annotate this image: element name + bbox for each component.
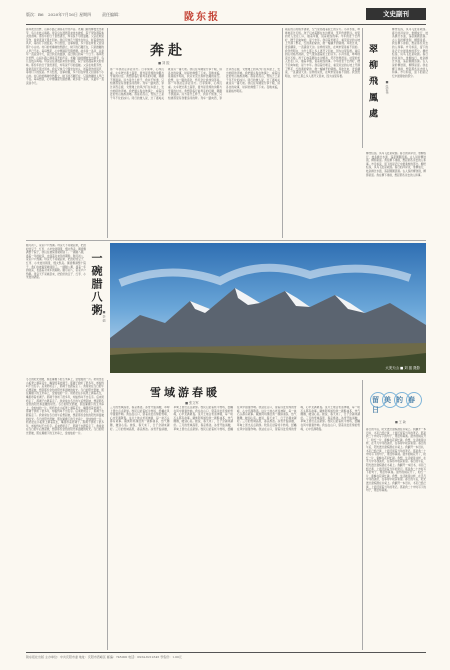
top-center-text: 那一年我决定奔赴远方。行李简单，心却沉重。火车驶过黄土高原，窗外是连绵的沟壑与零星的村庄。我想起临行前母亲的叮嘱，眼眶不禁湿润。远方是什么样子，我并不知道，只知道那里有我要追寻的梦。列车一路向西，穿过河西走廊，戈壁滩上的风沙打在车窗上，发出细碎的声响。我把额头贴在玻璃上，看着远处的雪山渐渐清晰。那是祁连山，雪线之上是千年不化的冰川。同行的旅人说，过了嘉峪关就是另一番天地。我们在车厢里分享干粮，讲各自的故事，时间仿佛慢了下来。夜晚来临，星星格外明亮，我从未见过那样浩瀚的星空。我想，这一路的奔赴，终究会让我找到答案。那一年我决定奔赴远方。行李简单，心却沉重。火车驶过黄土高原，窗外是连绵的沟壑与零星的村庄。我想起临行前母亲的叮嘱，眼眶不禁湿润。远方是什么样子，我并不知道，只知道那里有我要追寻的梦。列车一路向西，穿过河西走廊，戈壁滩上的风沙打在车窗上，发出细碎的声响。我把额头贴在玻璃上，看着远处的雪山渐渐清晰。那是祁连山，雪线之上是千年不化的冰川。同行的旅人说，过了嘉峪关就是另一番天地。我们在车厢里分享干粮，讲各自的故事，时间仿佛慢了下来。夜晚来临，星星格外明亮。: [110, 68, 280, 100]
newspaper-logo: 陇东报: [184, 12, 220, 23]
left-mid-byline: ■ 李 娟: [102, 310, 106, 322]
right-column-text: 柳丝轻扬，凤鸟飞处是故园。春日的河岸边，垂柳成行，枝条拂过水面，荡起圈圈涟漪。古人说折柳送别，柳即是留。我在柳下徘徊，想起那些远去的人和事。岁月如流，留下的是记忆中最柔软的部分。柳丝轻扬，凤鸟飞处是故园。春日的河岸边，垂柳成行，枝条拂过水面，荡起圈圈涟漪。古人说折柳送别，柳即是留。我在柳下徘徊，想起那些远去的人和事。岁月如流，留下的是记忆中最柔软的部分。: [392, 28, 428, 78]
col-divider-1: [107, 28, 108, 238]
right-top-byline: ■ 张宏伟: [385, 80, 389, 94]
section-title: 文史副刊: [366, 8, 426, 20]
article-title-top: 奔赴: [150, 43, 186, 59]
center-mid-text: 三月的雪域高原，春意渐浓。冰雪开始消融，草甸上冒出点点新绿。牧民们赶着牦牛转场，经幡在风中猎猎作响。我站在山口，望着远处连绵的雪峰，心中充满敬畏。这片土地古老而神秘，每一块石头都有故事。藏族阿妈递给我一碗酥油茶，热气腾腾，暖到心底。她说，春天来了，日子会越来越好。三月的雪域高原，春意渐浓。冰雪开始消融，草甸上冒出点点新绿。牧民们赶着牦牛转场，经幡在风中猎猎作响。我站在山口，望着远处连绵的雪峰，心中充满敬畏。这片土地古老而神秘，每一块石头都有故事。藏族阿妈递给我一碗酥油茶，热气腾腾，暖到心底。她说，春天来了，日子会越来越好。三月的雪域高原，春意渐浓。冰雪开始消融，草甸上冒出点点新绿。牧民们赶着牦牛转场，经幡在风中猎猎作响。我站在山口，望着远处连绵的雪峰，心中充满敬畏。这片土地古老而神秘，每一块石头都有故事。藏族阿妈递给我一碗酥油茶，热气腾腾，暖到心底。她说，春天来了，日子会越来越好。三月的雪域高原，春意渐浓。冰雪开始消融，草甸上冒出点点新绿。牧民们赶着牦牛转场，经幡在风中猎猎作响。我站在山口，望着远处连绵的雪峰，心中充满敬畏。这片土地古老而神秘，每一块石头都有故事。藏族阿妈递给我一碗酥油茶，热气腾腾，暖到心底。她说，春天来了，日子会越来越好。三月的雪域高原，春意渐浓。冰雪开始消融，草甸上冒出点点新绿。牧民们赶着牦牛转场，经幡在风中猎猎作响。我站在山口，望着远处连绵的雪峰，心中充满敬畏。: [110, 406, 360, 431]
landscape-photo: [110, 243, 426, 373]
edition-label: 版次：B6: [26, 12, 44, 17]
mid-rule: [26, 240, 426, 241]
footer-text: 陇东报社出版 主办单位：中共庆阳市委 地址：庆阳市西峰区 邮编：745000 电话：0934-8212345 零售价：1.00元: [26, 655, 182, 659]
center-mid-title: 雪域游春暖: [150, 386, 220, 399]
editor-label: 责任编辑：: [102, 12, 122, 17]
left-bottom-text: 冬日的阳光很暖，照在屋檐下的玉米串上，金灿灿的一片。奶奶坐在小板凳上剥着花生，嘴里哼着老调子。那调子我听了很多年，却始终叫不出名字。后来奶奶走了，那调子也跟着走了。我常常在冬日的午后想起她，想起那些金色的阳光和温暖的时光。冬日的阳光很暖，照在屋檐下的玉米串上，金灿灿的一片。奶奶坐在小板凳上剥着花生，嘴里哼着老调子。那调子我听了很多年，却始终叫不出名字。后来奶奶走了，那调子也跟着走了。我常常在冬日的午后想起她，想起那些金色的阳光和温暖的时光。冬日的阳光很暖，照在屋檐下的玉米串上，金灿灿的一片。奶奶坐在小板凳上剥着花生，嘴里哼着老调子。那调子我听了很多年，却始终叫不出名字。后来奶奶走了，那调子也跟着走了。我常常在冬日的午后想起她，想起那些金色的阳光和温暖的时光。冬日的阳光很暖，照在屋檐下的玉米串上，金灿灿的一片。奶奶坐在小板凳上剥着花生，嘴里哼着老调子。那调子我听了很多年，却始终叫不出名字。后来奶奶走了，那调子也跟着走了。我常常在冬日的午后想起她，想起那些金色的阳光和温暖的时光。冬日的阳光很暖，照在屋檐下的玉米串上，金灿灿的一片。: [26, 378, 104, 435]
fourth-column-text: 雨后的山村格外清新，空气里弥漫着泥土的芬芳。小河水涨，哗哗地流过石桥。孩子们赤着脚在水边嬉戏，笑声传得很远。村里的老人坐在门口，抽着旱烟，说着收成的事。今年的麦子长得好，穗子沉甸甸的，是个丰年。我沿着田埂走，看见远处的山坡上开满了野花，红的黄的紫的，像一幅铺开的锦绣。风吹过来，麦浪翻滚，一直涌到天边。这样的景色，在城市里是看不到的。我忽然明白，为什么那么多人离开又回来，因为这里有根。雨后的山村格外清新，空气里弥漫着泥土的芬芳。小河水涨，哗哗地流过石桥。孩子们赤着脚在水边嬉戏，笑声传得很远。村里的老人坐在门口，抽着旱烟，说着收成的事。今年的麦子长得好，穗子沉甸甸的，是个丰年。我沿着田埂走，看见远处的山坡上开满了野花，红的黄的紫的，像一幅铺开的锦绣。风吹过来，麦浪翻滚，一直涌到天边。这样的景色，在城市里是看不到的。我忽然明白，为什么那么多人离开又回来，因为这里有根。: [285, 28, 360, 78]
right-top-title: 翠 柳 飛 鳳 處: [367, 44, 377, 120]
mountain-photo-image: [110, 243, 426, 373]
article-byline-top: ■ 刘 振: [158, 61, 170, 65]
date-label: 2020年7月16日 星期四: [48, 12, 92, 17]
right-mid-title-text: 留美的春日: [372, 395, 420, 414]
header-rule: [26, 24, 426, 25]
header-bar: [26, 8, 426, 22]
col-divider-5: [362, 380, 363, 650]
right-mid-text: 春日的午后，阳光透过窗棂洒在书桌上。我翻开一本旧书，书页已经泛黄，上面还留着当年的笔记。那是我二十岁时写下的句子，青涩却真诚。窗外的桃花开了，粉红一片，蜜蜂在花间忙碌。我想，生活就是这样，在平凡中寻找美好，在等待中收获希望。春日的午后，阳光透过窗棂洒在书桌上。我翻开一本旧书，书页已经泛黄，上面还留着当年的笔记。那是我二十岁时写下的句子，青涩却真诚。窗外的桃花开了，粉红一片，蜜蜂在花间忙碌。我想，生活就是这样，在平凡中寻找美好，在等待中收获希望。春日的午后，阳光透过窗棂洒在书桌上。我翻开一本旧书，书页已经泛黄，上面还留着当年的笔记。那是我二十岁时写下的句子，青涩却真诚。窗外的桃花开了，粉红一片，蜜蜂在花间忙碌。我想，生活就是这样，在平凡中寻找美好，在等待中收获希望。春日的午后，阳光透过窗棂洒在书桌上。我翻开一本旧书，书页已经泛黄，上面还留着当年的笔记。那是我二十岁时写下的句子，青涩却真诚。: [366, 428, 426, 493]
col-divider-4: [107, 380, 108, 650]
left-mid-text: 腊月初八，家家户户熬粥。母亲天不亮就起来，把泡好的豆子、红枣、小米放进锅里，慢火熬煮。粥香飘满整个院子，我们在被窝里就闻到了。一碗腊八粥，盛着一年的收获，也盛着对来年的期盼。腊月初八，家家户户熬粥。母亲天不亮就起来，把泡好的豆子、红枣、小米放进锅里，慢火熬煮。粥香飘满整个院子，我们在被窝里就闻到了。一碗腊八粥，盛着一年的收获，也盛着对来年的期盼。腊月初八，家家户户熬粥。母亲天不亮就起来，把泡好的豆子、红枣、小米放进锅里。: [26, 244, 86, 280]
right-column-text-2: 柳丝轻扬，凤鸟飞处是故园。春日的河岸边，垂柳成行，枝条拂过水面，荡起圈圈涟漪。古人说折柳送别，柳即是留。我在柳下徘徊，想起那些远去的人和事。岁月如流，留下的是记忆中最柔软的部分。柳丝轻扬，凤鸟飞处是故园。春日的河岸边，垂柳成行，枝条拂过水面，荡起圈圈涟漪。古人说折柳送别，柳即是留。我在柳下徘徊，想起那些远去的人和事。: [366, 152, 426, 177]
left-mid-title: 一碗腊八粥: [90, 252, 103, 317]
col-divider-3: [362, 28, 363, 148]
right-mid-title: [366, 380, 426, 420]
left-column-text-top: 春风吹过田野，山间小路上满是花开的声音。老屋门前的柳枝发出新芽，鸟儿在枝头鸣唱。母亲总在清晨起来烧水做饭，院子里弥漫着柴火的香味。那些年的日子虽然清苦，却有说不尽的温暖。父亲在地里劳作，常常直到天黑才回来。我们兄妹几个围坐在炕头，听着窗外的风声，等待灯下的饭菜。岁月悠悠，往事如烟，多少回在梦里又回到那个小山村。村口的老槐树依然挺立，树下的石碾还在，只是推碾的人早已不在。每每想起，心中便涌起无限感慨。故乡是一条河，从童年一直流到今天，流过我们的血脉，流过我们的每一个日子。春风吹过田野，山间小路上满是花开的声音。老屋门前的柳枝发出新芽，鸟儿在枝头鸣唱。母亲总在清晨起来烧水做饭，院子里弥漫着柴火的香味。那些年的日子虽然清苦，却有说不尽的温暖。父亲在地里劳作，常常直到天黑才回来。我们兄妹几个围坐在炕头，听着窗外的风声，等待灯下的饭菜。岁月悠悠，往事如烟，多少回在梦里又回到那个小山村。村口的老槐树依然挺立，树下的石碾还在，只是推碾的人早已不在。每每想起，心中便涌起无限感慨。故乡是一条河，从童年一直流到今天。: [26, 28, 104, 85]
footer-rule: [26, 652, 426, 653]
center-mid-byline: ■ 张文军: [185, 401, 199, 405]
col-divider-2: [282, 28, 283, 238]
right-mid-byline: ■ 王 敏: [395, 420, 406, 424]
photo-caption: 大美天山 ■ 刘 振 摄影: [385, 366, 420, 370]
